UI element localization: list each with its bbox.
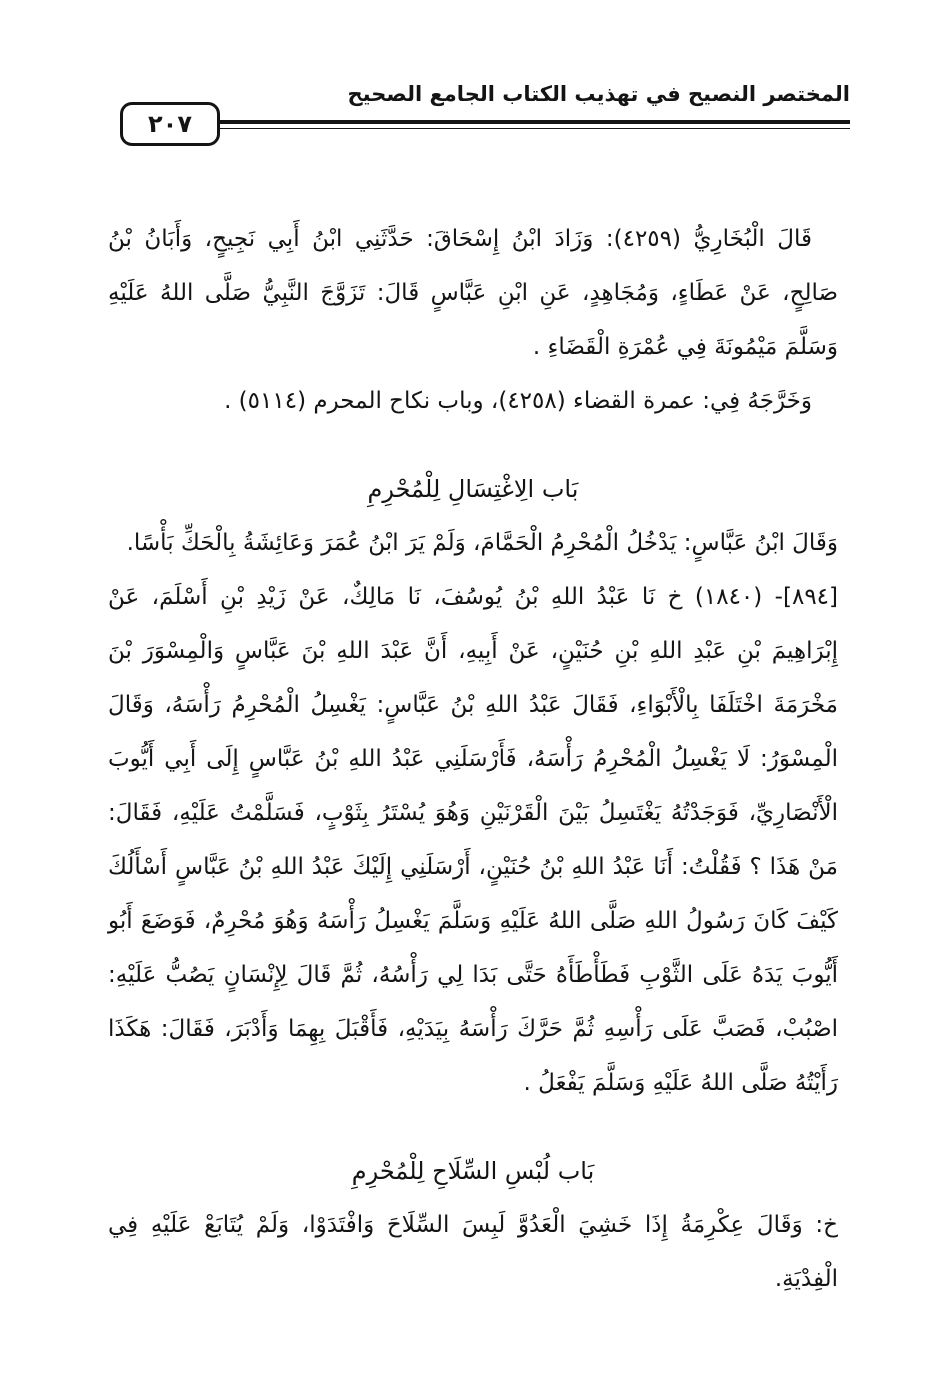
paragraph-bukhari-4259: قَالَ الْبُخَارِيُّ (٤٢٥٩): وَزَادَ ابْنُ إِسْحَاقَ: حَدَّثَنِي ابْنُ أَبِي نَجِيحٍ، وَأَبَانُ بْنُ صَالِحٍ، عَنْ عَطَاءٍ، وَمُجَاهِدٍ، عَنِ ابْنِ عَبَّاسٍ قَالَ: تَزَوَّجَ النَّبِيُّ صَلَّى اللهُ عَلَيْهِ وَسَلَّمَ مَيْمُونَةَ فِي عُمْرَةِ الْقَضَاءِ .	[108, 226, 838, 360]
paragraph-ibn-abbas-hammam: وَقَالَ ابْنُ عَبَّاسٍ: يَدْخُلُ الْمُحْرِمُ الْحَمَّامَ، وَلَمْ يَرَ ابْنُ عُمَرَ وَعَائِشَةُ بِالْحَكِّ بَأْسًا.	[126, 530, 838, 556]
header-rule	[220, 120, 850, 124]
paragraph-hadith-894: [٨٩٤]- (١٨٤٠) خ نَا عَبْدُ اللهِ بْنُ يُوسُفَ، نَا مَالِكٌ، عَنْ زَيْدِ بْنِ أَسْلَمَ، عَنْ إِبْرَاهِيمَ بْنِ عَبْدِ اللهِ بْنِ حُنَيْنٍ، عَنْ أَبِيهِ، أَنَّ عَبْدَ اللهِ بْنَ عَبَّاسٍ وَالْمِسْوَرَ بْنَ مَخْرَمَةَ اخْتَلَفَا بِالْأَبْوَاءِ، فَقَالَ عَبْدُ اللهِ بْنُ عَبَّاسٍ: يَغْسِلُ الْمُحْرِمُ رَأْسَهُ، وَقَالَ الْمِسْوَرُ: لَا يَغْسِلُ الْمُحْرِمُ رَأْسَهُ، فَأَرْسَلَنِي عَبْدُ اللهِ بْنُ عَبَّاسٍ إِلَى أَبِي أَيُّوبَ الْأَنْصَارِيِّ، فَوَجَدْتُهُ يَغْتَسِلُ بَيْنَ الْقَرْنَيْنِ وَهُوَ يُسْتَرُ بِثَوْبٍ، فَسَلَّمْتُ عَلَيْهِ، فَقَالَ: مَنْ هَذَا ؟ فَقُلْتُ: أَنَا عَبْدُ اللهِ بْنُ حُنَيْنٍ، أَرْسَلَنِي إِلَيْكَ عَبْدُ اللهِ بْنُ عَبَّاسٍ أَسْأَلُكَ كَيْفَ كَانَ رَسُولُ اللهِ صَلَّى اللهُ عَلَيْهِ وَسَلَّمَ يَغْسِلُ رَأْسَهُ وَهُوَ مُحْرِمٌ، فَوَضَعَ أَبُو أَيُّوبَ يَدَهُ عَلَى الثَّوْبِ فَطَأْطَأَهُ حَتَّى بَدَا لِي رَأْسُهُ، ثُمَّ قَالَ لِإِنْسَانٍ يَصُبُّ عَلَيْهِ: اصْبُبْ، فَصَبَّ عَلَى رَأْسِهِ ثُمَّ حَرَّكَ رَأْسَهُ بِيَدَيْهِ، فَأَقْبَلَ بِهِمَا وَأَدْبَرَ، فَقَالَ: هَكَذَا رَأَيْتُهُ صَلَّى اللهُ عَلَيْهِ وَسَلَّمَ يَفْعَلُ .	[108, 584, 839, 1096]
spacer	[108, 428, 838, 442]
spacer	[108, 1110, 838, 1124]
page-body	[108, 212, 838, 1306]
running-title: المختصر النصيح في تهذيب الكتاب الجامع الصحيح	[347, 82, 850, 106]
page-header	[112, 78, 850, 158]
paragraph-ikrima: خ: وَقَالَ عِكْرِمَةُ إِذَا خَشِيَ الْعَدُوَّ لَبِسَ السِّلَاحَ وَافْتَدَوْا، وَلَمْ يُتَابَعْ عَلَيْهِ فِي الْفِدْيَةِ.	[108, 1212, 838, 1292]
page-number: ٢٠٧	[120, 102, 220, 146]
header-rule-thin	[220, 128, 850, 129]
paragraph-takhrij: وَخَرَّجَهُ فِي: عمرة القضاء (٤٢٥٨)، وباب نكاح المحرم (٥١١٤) .	[224, 388, 812, 414]
chapter-heading-ghusl: بَاب الِاغْتِسَالِ لِلْمُحْرِمِ	[367, 475, 579, 503]
chapter-heading-silah: بَاب لُبْسِ السِّلَاحِ لِلْمُحْرِمِ	[351, 1157, 595, 1185]
